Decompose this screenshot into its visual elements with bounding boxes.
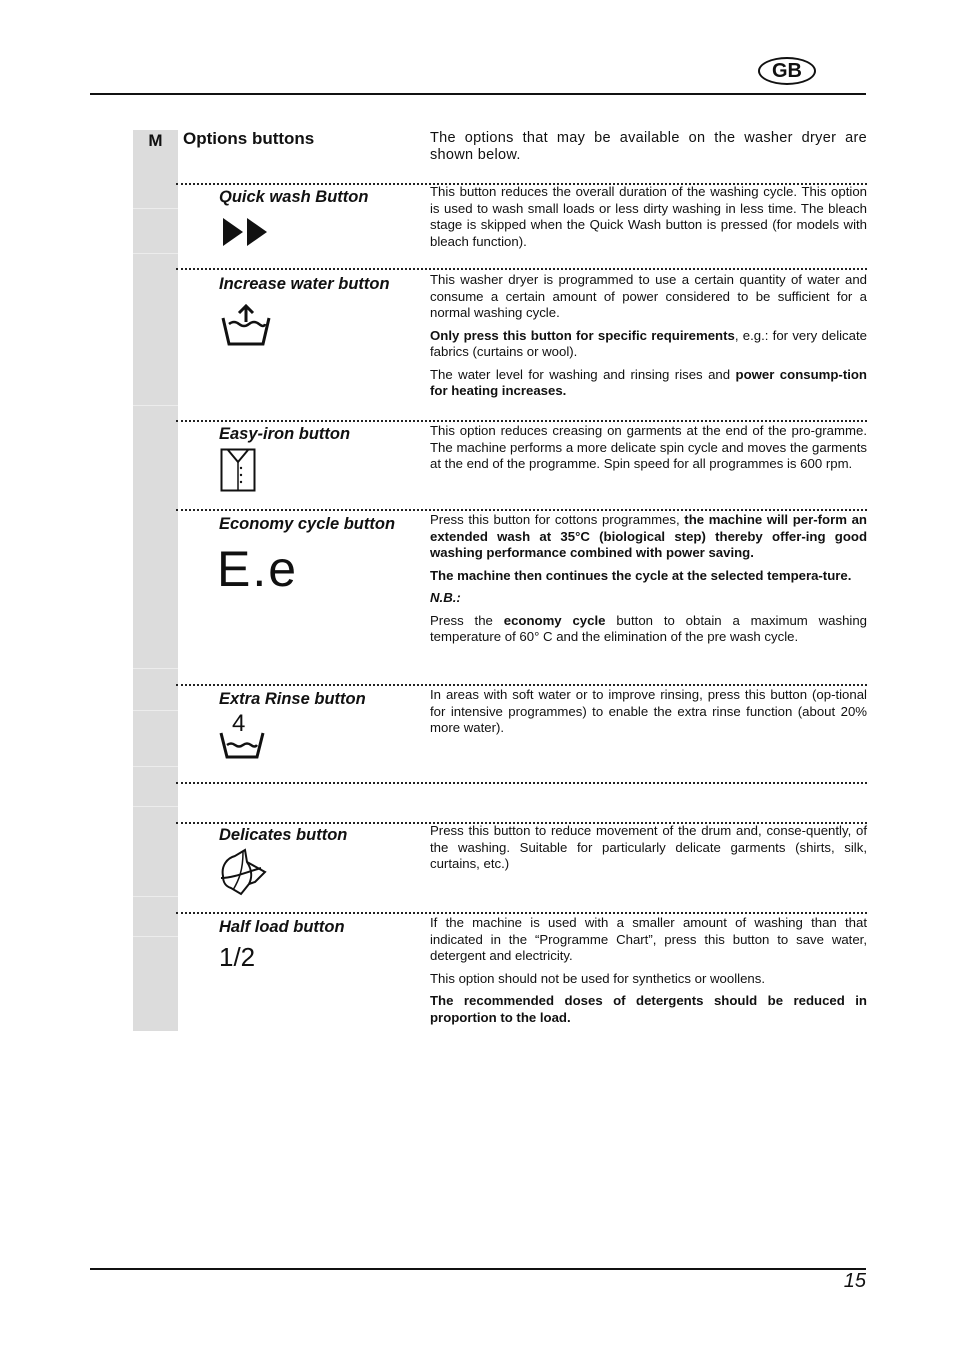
separator	[176, 420, 867, 422]
description-paragraph	[430, 184, 867, 250]
description-paragraph	[430, 613, 867, 646]
description-paragraph	[430, 993, 867, 1026]
description-paragraph	[430, 328, 867, 361]
option-title: Quick wash Button	[219, 188, 369, 206]
description-paragraph	[430, 823, 867, 873]
section-intro: The options that may be available on the washer dryer are shown below.	[430, 130, 867, 163]
text-run: economy cycle	[503, 612, 606, 628]
easy-iron-icon	[220, 448, 256, 492]
option-title: Easy-iron button	[219, 425, 351, 443]
description-paragraph	[430, 568, 867, 585]
description-paragraph	[430, 915, 867, 965]
option-title: Half load button	[219, 918, 345, 936]
text-run: If the machine is used with a smaller amount of washing than that indicated in the “Programme Chart”, press this button to save water, detergent and electricity.	[430, 915, 867, 963]
separator	[176, 684, 867, 686]
description-paragraph	[430, 423, 867, 473]
option-title: Increase water button	[219, 275, 390, 293]
text-run: The machine then continues the cycle at the selected tempera-ture.	[430, 567, 852, 583]
text-run: This button reduces the overall duration of the washing cycle. This option is used to wash small loads or less dirty washing in less time. The bleach stage is skipped when the Quick Wash button is pressed (for models with bleach function).	[430, 184, 867, 249]
text-run: The recommended doses of detergents should be reduced in proportion to the load.	[430, 993, 867, 1025]
option-description	[430, 512, 867, 646]
text-run: This washer dryer is programmed to use a certain quantity of water and consume a certain amount of power considered to be sufficient for a normal washing cycle.	[430, 272, 867, 320]
description-paragraph	[430, 687, 867, 737]
section-sidebar	[133, 130, 178, 1031]
description-paragraph	[430, 512, 867, 562]
delicates-icon	[217, 848, 267, 896]
economy-cycle-icon: E.e	[217, 541, 299, 597]
separator	[176, 912, 867, 914]
half-load-icon: 1/2	[219, 942, 256, 972]
option-title: Delicates button	[219, 826, 348, 844]
text-run: power consump-tion for heating increases.	[430, 366, 867, 398]
option-title: Extra Rinse button	[219, 690, 366, 708]
option-title: Economy cycle button	[219, 515, 396, 533]
separator	[176, 782, 867, 784]
text-run: This option reduces creasing on garments at the end of the pro-gramme. The machine performs a more delicate spin cycle and moves the garments at the end of the programme. Spin speed for all programmes is 600 rpm.	[430, 423, 867, 471]
text-run: Press this button for cottons programmes,	[430, 512, 685, 527]
option-description	[430, 423, 867, 473]
page-number: 15	[843, 1270, 866, 1292]
text-run: Only press this button for specific requirements	[430, 327, 735, 343]
section-letter: M	[148, 131, 163, 150]
text-run: Press this button to reduce movement of the drum and, conse-quently, of the washing. Suitable for particularly delicate garments (shirts, silk, curtains, etc.)	[430, 823, 867, 871]
text-run: In areas with soft water or to improve rinsing, press this button (op-tional for intensive programmes) to enable the extra rinse function (about 20% more water).	[430, 687, 867, 735]
option-description	[430, 915, 867, 1026]
option-description	[430, 823, 867, 873]
text-run: N.B.:	[430, 590, 461, 605]
extra-rinse-number: 4	[232, 710, 246, 737]
separator	[176, 268, 867, 270]
text-run: , e.g.: for very delicate fabrics (curtains or wool).	[430, 327, 867, 359]
extra-rinse-icon	[219, 710, 265, 759]
option-description	[430, 184, 867, 250]
text-run: The water level for washing and rinsing rises and	[430, 366, 736, 382]
text-run: the machine will per-form an extended wash at 35°C (biological step) thereby offer-ing good washing performance combined with power saving.	[430, 512, 867, 560]
increase-water-icon	[221, 304, 271, 346]
description-paragraph	[430, 971, 867, 988]
footer-rule	[90, 1268, 866, 1270]
text-run: This option should not be used for synthetics or woollens.	[430, 970, 766, 986]
description-paragraph	[430, 272, 867, 322]
language-badge: GB	[758, 57, 816, 85]
text-run: Press the	[430, 612, 504, 628]
quick-wash-icon	[221, 216, 269, 248]
description-paragraph	[430, 367, 867, 400]
separator	[176, 509, 867, 511]
section-title: Options buttons	[183, 129, 315, 148]
option-description	[430, 272, 867, 400]
text-run: button to obtain a maximum washing temperature of 60° C and the elimination of the pre wash cycle.	[430, 612, 868, 644]
header-rule	[90, 93, 866, 95]
description-paragraph	[430, 590, 867, 607]
option-description	[430, 687, 867, 737]
